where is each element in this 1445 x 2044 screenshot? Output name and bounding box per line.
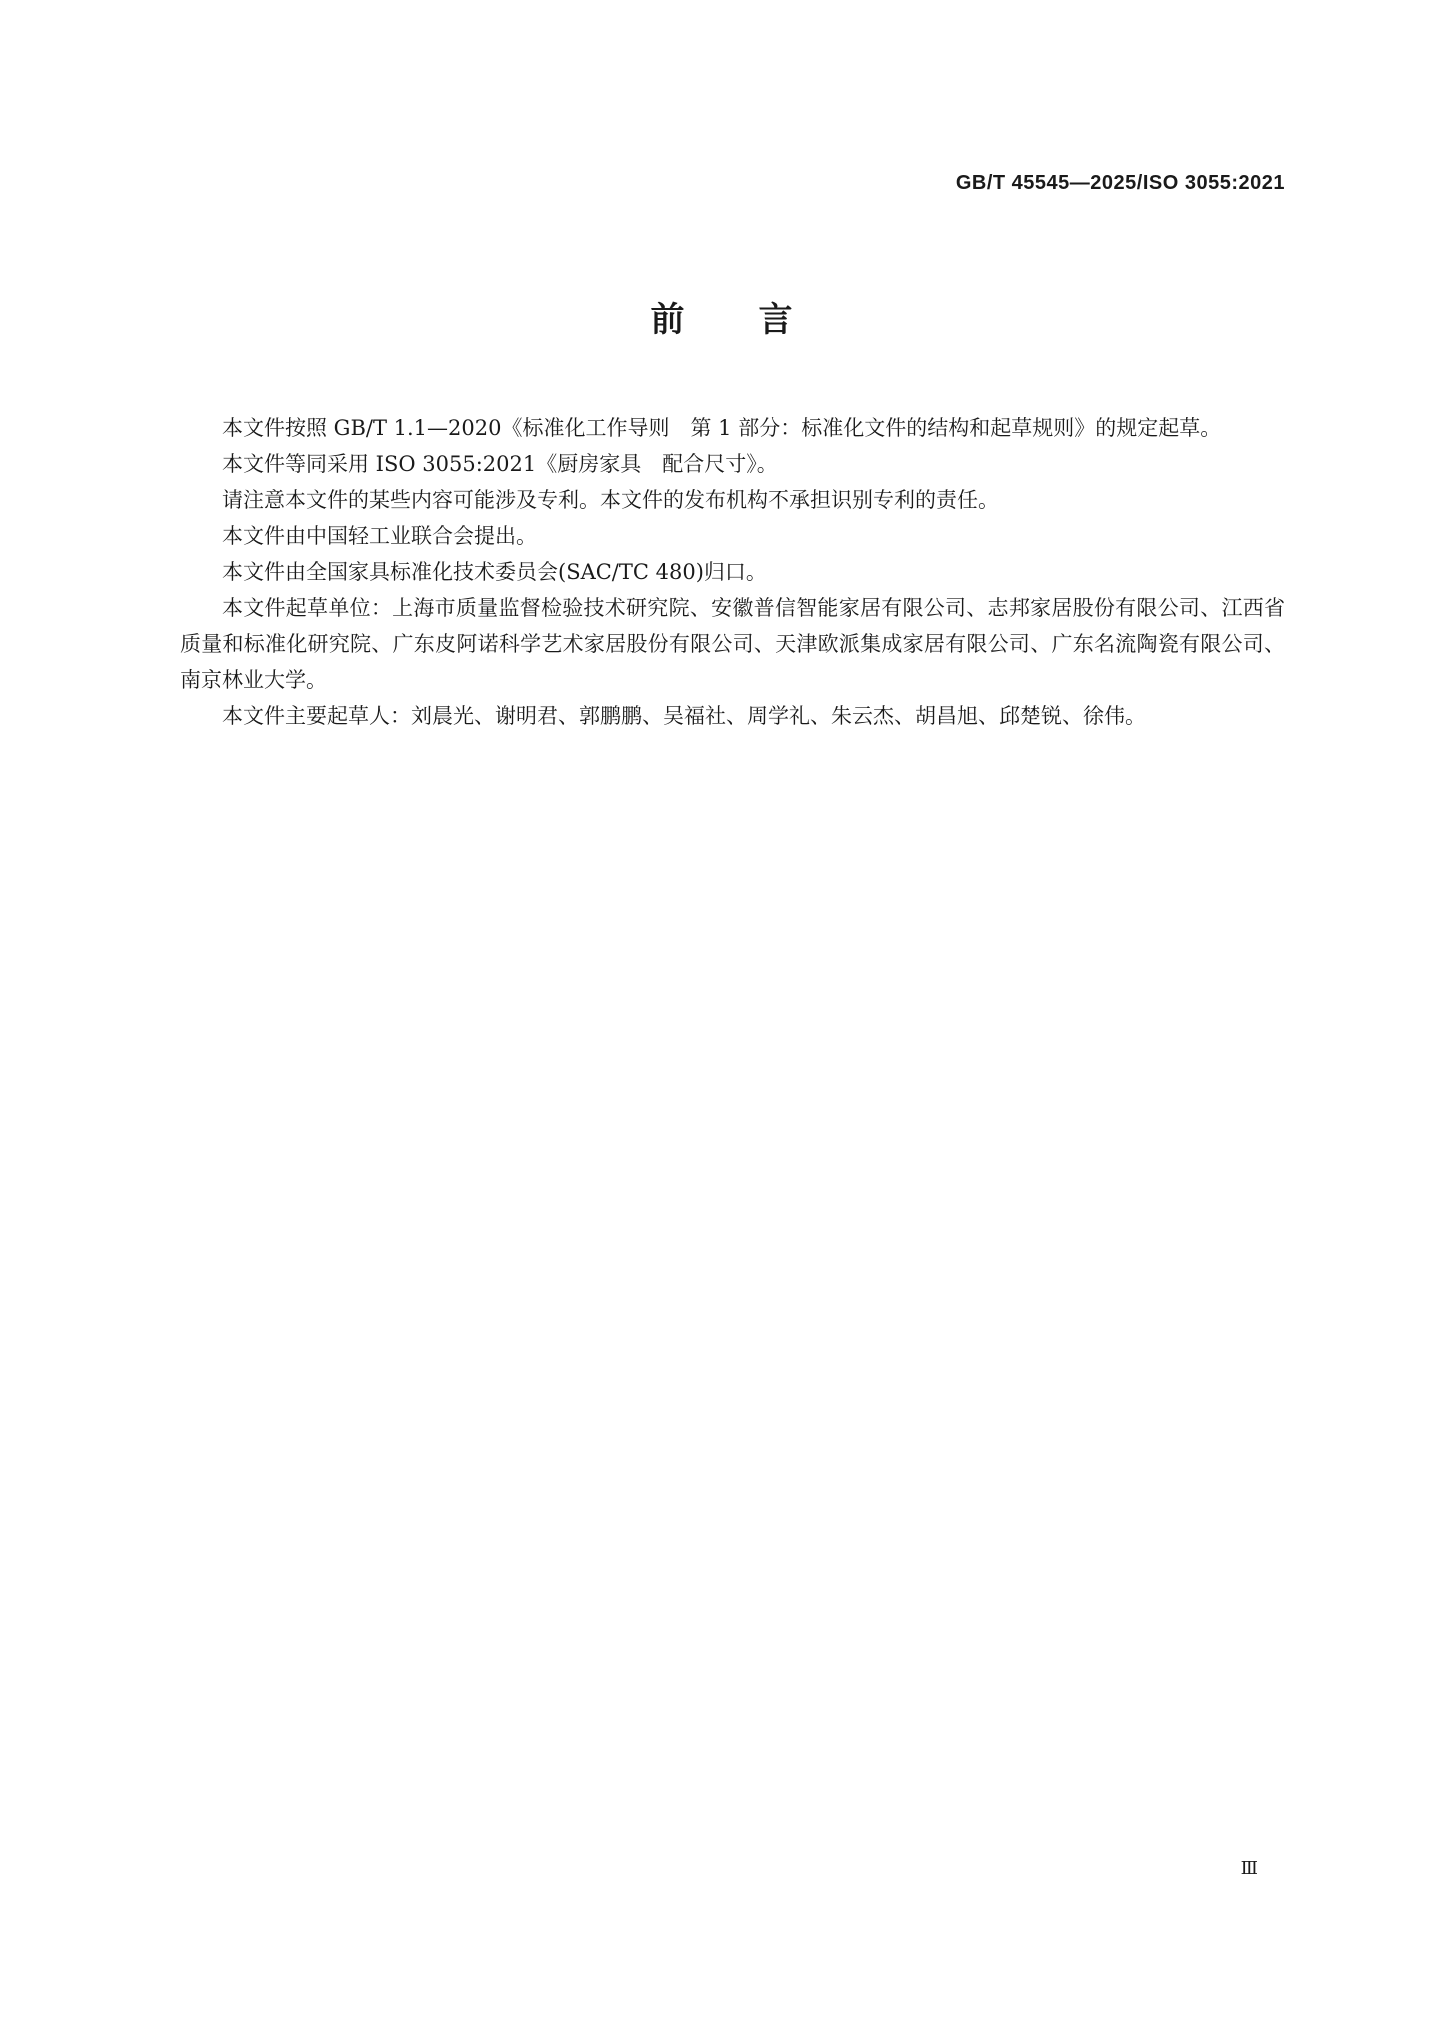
paragraph-drafting-rules: 本文件按照 GB/T 1.1—2020《标准化工作导则 第 1 部分：标准化文件的结构和起草规则》的规定起草。 (222, 416, 1222, 440)
paragraph-technical-committee: 本文件由全国家具标准化技术委员会(SAC/TC 480)归口。 (222, 560, 767, 584)
page-title (0, 292, 1445, 341)
foreword-body (180, 410, 1285, 734)
paragraph-drafting-units: 本文件起草单位：上海市质量监督检验技术研究院、安徽普信智能家居有限公司、志邦家居股份有限公司、江西省质量和标准化研究院、广东皮阿诺科学艺术家居股份有限公司、天津欧派集成家居有限公司、广东名流陶瓷有限公司、南京林业大学。 (180, 596, 1285, 692)
paragraph-drafters: 本文件主要起草人：刘晨光、谢明君、郭鹏鹏、吴福社、周学礼、朱云杰、胡昌旭、邱楚锐、徐伟。 (222, 704, 1146, 728)
paragraph-patent-notice: 请注意本文件的某些内容可能涉及专利。本文件的发布机构不承担识别专利的责任。 (222, 488, 999, 512)
page-number: Ⅲ (1240, 1858, 1257, 1879)
paragraph-equivalent-standard: 本文件等同采用 ISO 3055:2021《厨房家具 配合尺寸》。 (222, 452, 778, 476)
title-char-1: 前 (650, 300, 687, 340)
standard-number: GB/T 45545—2025/ISO 3055:2021 (955, 172, 1285, 194)
paragraph-proposed-by: 本文件由中国轻工业联合会提出。 (222, 524, 537, 548)
title-char-2: 言 (758, 300, 795, 340)
